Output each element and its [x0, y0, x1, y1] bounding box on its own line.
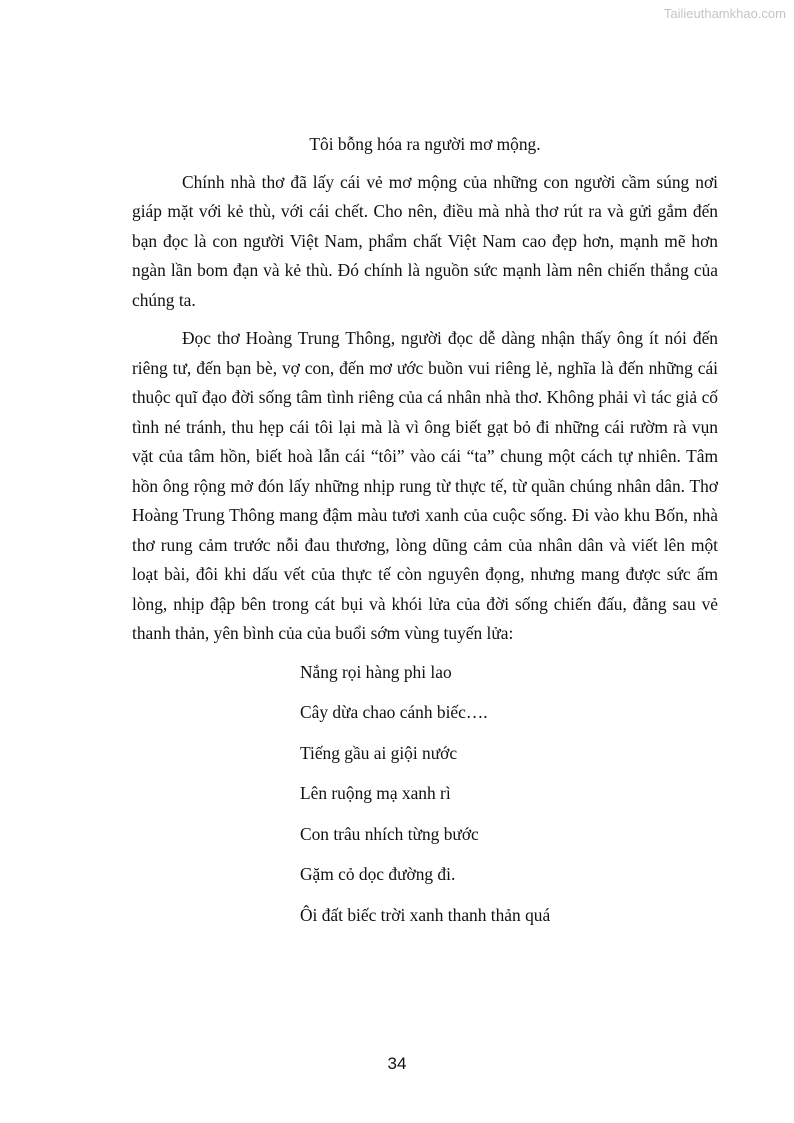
poem-block: [300, 658, 718, 942]
paragraph-2: Đọc thơ Hoàng Trung Thông, người đọc dễ dàng nhận thấy ông ít nói đến riêng tư, đến bạn bè, vợ con, đến mơ ước buồn vui riêng lẻ, nghĩa là đến những cái thuộc quĩ đạo đời sống tâm tình riêng của cá nhân nhà thơ. Không phải vì tác giả cố tình né tránh, thu hẹp cái tôi lại mà là vì ông biết gạt bỏ đi những cái rườm rà vụn vặt của tâm hồn, biết hoà lẫn cái “tôi” vào cái “ta” chung một cách tự nhiên. Tâm hồn ông rộng mở đón lấy những nhịp rung từ thực tế, từ quần chúng nhân dân. Thơ Hoàng Trung Thông mang đậm màu tươi xanh của cuộc sống. Đi vào khu Bốn, nhà thơ rung cảm trước nỗi đau thương, lòng dũng cảm của nhân dân và viết lên một loạt bài, đôi khi dấu vết của thực tế còn nguyên đọng, nhưng mang được sức ấm lòng, nhịp đập bên trong cát bụi và khói lửa của đời sống chiến đấu, đằng sau vẻ thanh thản, yên bình của của buổi sớm vùng tuyến lửa:: [132, 328, 718, 643]
poem-line-6: Gặm cỏ dọc đường đi.: [300, 864, 456, 884]
page-number: 34: [387, 1054, 407, 1073]
intro-verse-line: Tôi bỗng hóa ra người mơ mộng.: [309, 134, 541, 154]
page-body: [132, 130, 718, 941]
poem-line-7: Ôi đất biếc trời xanh thanh thản quá: [300, 904, 551, 925]
paragraph-1: Chính nhà thơ đã lấy cái vẻ mơ mộng của những con người cầm súng nơi giáp mặt với kẻ thù, với cái chết. Cho nên, điều mà nhà thơ rút ra và gửi gắm đến bạn đọc là con người Việt Nam, phẩm chất Việt Nam cao đẹp hơn, mạnh mẽ hơn ngàn lần bom đạn và kẻ thù. Đó chính là nguồn sức mạnh làm nên chiến thắng của chúng ta.: [132, 171, 718, 310]
poem-line-1: Nắng rọi hàng phi lao: [300, 661, 452, 682]
poem-line-2: Cây dừa chao cánh biếc….: [300, 702, 488, 722]
poem-line-5: Con trâu nhích từng bước: [300, 823, 479, 844]
watermark: Tailieuthamkhao.com: [663, 6, 786, 21]
poem-line-4: Lên ruộng mạ xanh rì: [300, 783, 451, 803]
poem-line-3: Tiếng gầu ai giội nước: [300, 742, 458, 763]
